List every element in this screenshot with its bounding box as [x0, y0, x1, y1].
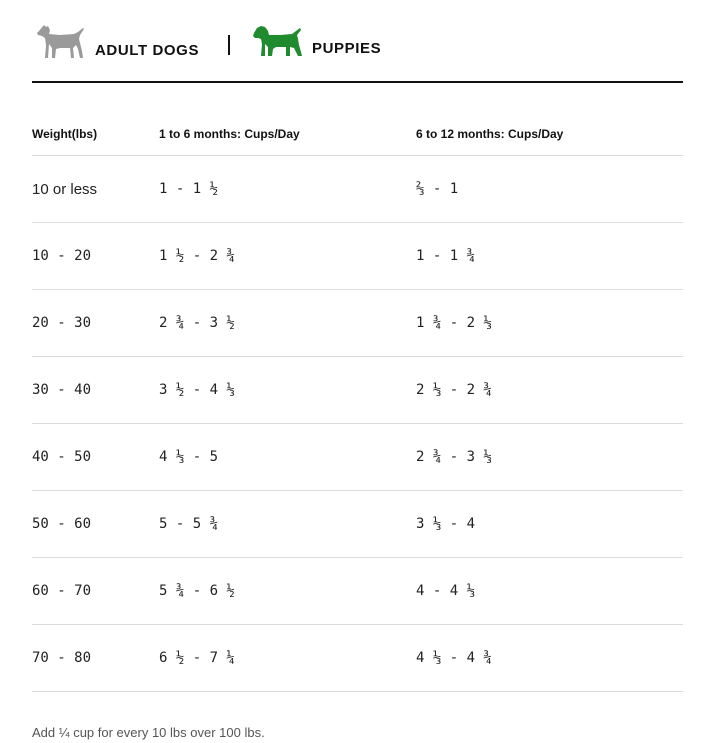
table-row [32, 357, 683, 424]
header-weight: Weight(lbs) [32, 113, 159, 156]
cups-6-12-cell: 4 ⅓ - 4 ¾ [416, 625, 683, 692]
table-row [32, 491, 683, 558]
weight-cell: 20 - 30 [32, 290, 159, 357]
table-header-row [32, 113, 683, 156]
weight-cell: 30 - 40 [32, 357, 159, 424]
cups-1-6-cell: 6 ½ - 7 ¼ [159, 625, 416, 692]
cups-6-12-cell: 1 ¾ - 2 ⅓ [416, 290, 683, 357]
cups-6-12-cell: 2 ⅓ - 2 ¾ [416, 357, 683, 424]
table-row [32, 424, 683, 491]
table-row [32, 558, 683, 625]
header-6-to-12-months: 6 to 12 months: Cups/Day [416, 113, 683, 156]
cups-6-12-cell: 1 - 1 ¾ [416, 223, 683, 290]
cups-1-6-cell: 3 ½ - 4 ⅓ [159, 357, 416, 424]
tab-divider [228, 35, 230, 55]
table-row [32, 625, 683, 692]
weight-cell: 70 - 80 [32, 625, 159, 692]
cups-6-12-cell: 3 ⅓ - 4 [416, 491, 683, 558]
tab-adult-dogs[interactable] [36, 23, 199, 59]
puppy-icon [252, 25, 302, 57]
table-row [32, 156, 683, 223]
cups-1-6-cell: 4 ⅓ - 5 [159, 424, 416, 491]
cups-1-6-cell: 1 ½ - 2 ¾ [159, 223, 416, 290]
tab-adult-dogs-label: ADULT DOGS [95, 42, 200, 59]
table-row [32, 223, 683, 290]
cups-1-6-cell: 2 ¾ - 3 ½ [159, 290, 416, 357]
weight-cell: 10 or less [32, 156, 159, 223]
cups-1-6-cell: 1 - 1 ½ [159, 156, 416, 223]
header-1-to-6-months: 1 to 6 months: Cups/Day [159, 113, 416, 156]
weight-cell: 50 - 60 [32, 491, 159, 558]
cups-1-6-cell: 5 ¾ - 6 ½ [159, 558, 416, 625]
table-row [32, 290, 683, 357]
adult-dog-icon [36, 23, 86, 59]
age-tabs [32, 20, 683, 83]
tab-puppies-label: PUPPIES [312, 40, 382, 57]
cups-6-12-cell: 4 - 4 ⅓ [416, 558, 683, 625]
weight-cell: 10 - 20 [32, 223, 159, 290]
tab-puppies[interactable] [252, 25, 381, 57]
cups-1-6-cell: 5 - 5 ¾ [159, 491, 416, 558]
weight-cell: 60 - 70 [32, 558, 159, 625]
cups-6-12-cell: 2 ¾ - 3 ⅓ [416, 424, 683, 491]
weight-cell: 40 - 50 [32, 424, 159, 491]
cups-6-12-cell: ⅔ - 1 [416, 156, 683, 223]
footer-note: Add ¼ cup for every 10 lbs over 100 lbs. [32, 725, 265, 740]
feeding-table [32, 113, 683, 692]
